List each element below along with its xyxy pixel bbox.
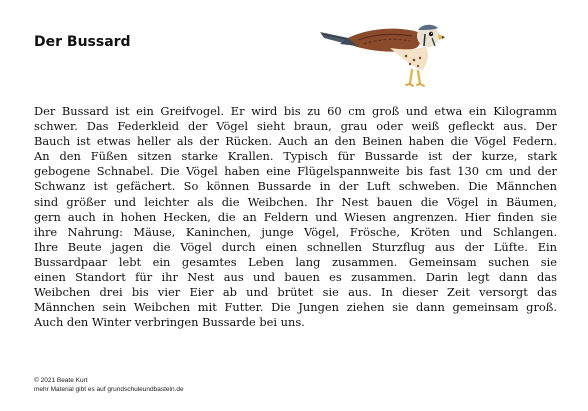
article-line: Der Bussard ist ein Greifvogel. Er wird bis zu 60 cm groß und etwa ein Kilogramm — [34, 104, 557, 118]
article-line: Bauch ist etwas heller als der Rücken. Auch an den Beinen haben die Vögel Federn. — [34, 134, 557, 149]
article-line: Ihre Beute jagen die Vögel durch einen schnellen Sturzflug aus der Lüfte. Ein — [34, 239, 557, 254]
article-line: Männchen sein Weibchen mit Futter. Die Jungen ziehen sie dann gemeinsam groß. — [34, 300, 557, 315]
more-material-link-text: mehr Material gibt es auf grundschuleundbasteln.de — [34, 386, 184, 393]
article-line: Auch den Winter verbringen Bussarde bei uns. — [34, 315, 305, 330]
copyright-text: © 2021 Beate Kurt — [34, 377, 88, 384]
article-line: sind größer und leichter als die Weibchen. Ihr Nest bauen die Vögel in Bäumen, — [34, 194, 557, 209]
page-title: Der Bussard — [34, 34, 131, 50]
article-line: gebogene Schnabel. Die Vögel haben eine Flügelspannweite bis fast 130 cm und der — [34, 164, 557, 179]
article-text — [34, 104, 557, 330]
article-line: Bussardpaar lebt ein gesamtes Leben lang zusammen. Gemeinsam suchen sie — [34, 254, 557, 269]
article-line: Weibchen drei bis vier Eier ab und brütet sie aus. In dieser Zeit versorgt das — [34, 285, 557, 300]
bird-icon — [318, 18, 446, 98]
article-line: Schwanz ist gefächert. So können Bussarde in der Luft schweben. Die Männchen — [34, 179, 557, 194]
article-line: gern auch in hohen Hecken, die an Feldern und Wiesen angrenzen. Hier finden sie — [34, 209, 557, 224]
footer — [34, 376, 184, 394]
article-line: An den Füßen sitzen starke Krallen. Typisch für Bussarde ist der kurze, stark — [34, 149, 557, 164]
article-line: ihre Nahrung: Mäuse, Kaninchen, junge Vögel, Frösche, Kröten und Schlangen. — [34, 224, 557, 239]
article-line: schwer. Das Federkleid der Vögel sieht braun, grau oder weiß gefleckt aus. Der — [34, 119, 557, 134]
article-line: einen Standort für ihr Nest aus und bauen es zusammen. Darin legt dann das — [34, 270, 557, 285]
